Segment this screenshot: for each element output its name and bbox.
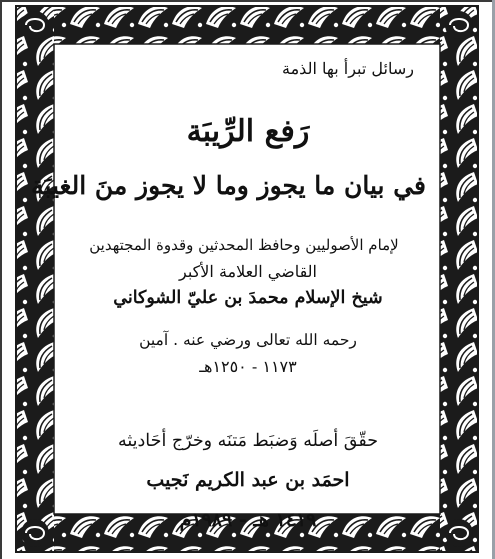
editor-credit: حقّقَ أصلَه وَضبَط مَتنَه وخرّج أحَاديثه: [117, 431, 379, 451]
book-subtitle: في بيان ما يجوز وما لا يجوز منَ الغيبَة: [31, 171, 426, 200]
author-name: شيخ الإسلام محمدَ بن عليّ الشوكاني: [113, 288, 383, 308]
author-title: القاضي العلامة الأكبر: [179, 262, 317, 281]
author-dates: ١١٧٣ - ١٢٥٠هـ: [199, 357, 297, 376]
series-title: رسائل تبرأ بها الذمة: [282, 59, 414, 78]
author-epithet: لإمام الأصوليين وحافظ المحدثين وقدوة المجتهدين: [89, 236, 399, 254]
editor-name: احمَد بن عبد الكريم نَجيب: [146, 469, 350, 491]
publication-year: ١٤١٩ هـ - ١٩٨٩م: [179, 509, 317, 531]
title-page-content: [31, 50, 426, 538]
book-title: رَفع الرِّيبَة: [186, 114, 310, 149]
author-blessing: رحمه الله تعالى ورضي عنه . آمين: [139, 331, 357, 349]
